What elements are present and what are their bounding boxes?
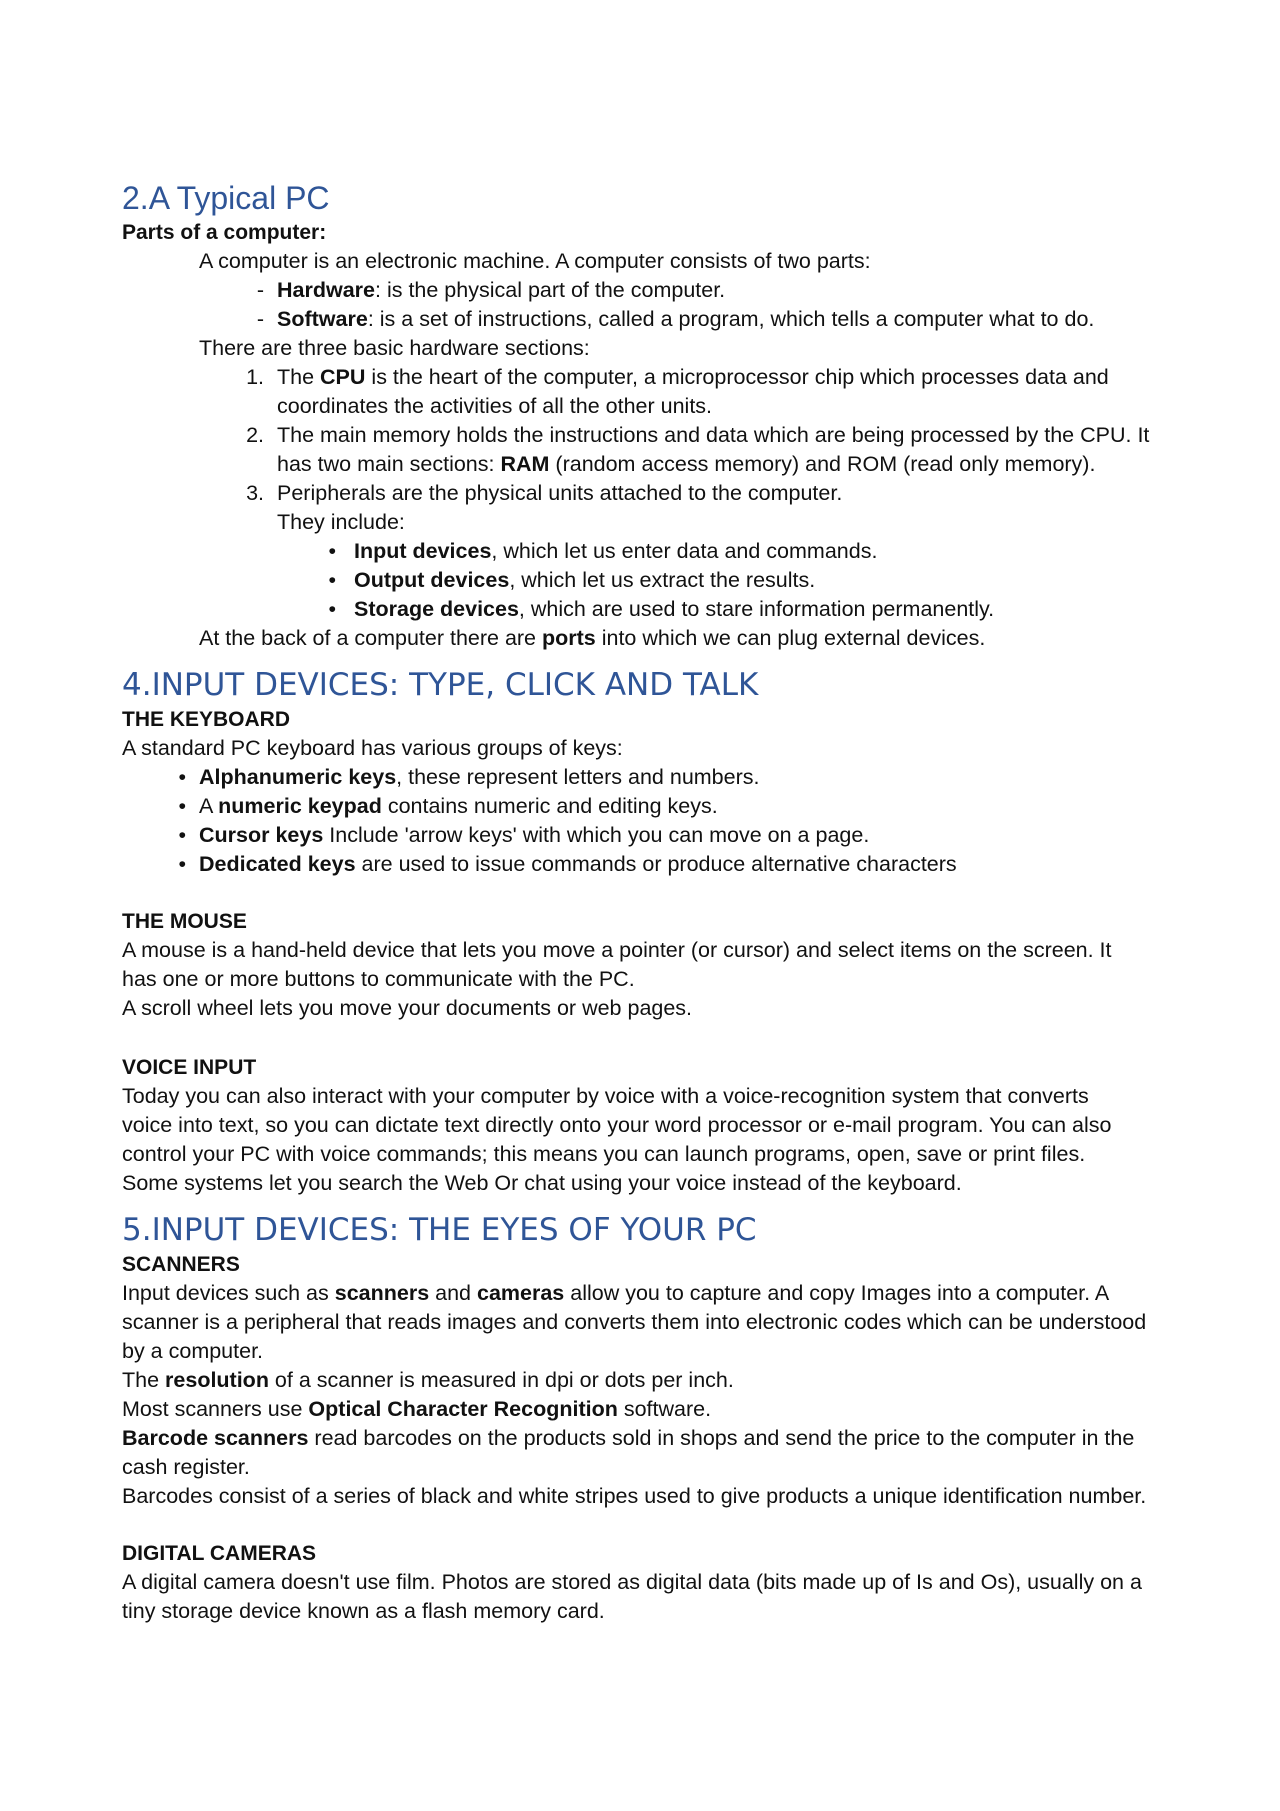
paragraph-barcode-cont: cash register. — [122, 1455, 250, 1479]
paragraph-voice-line: Today you can also interact with your computer by voice with a voice-recognition system that converts — [122, 1084, 1089, 1108]
paragraph-cameras-line: A digital camera doesn't use film. Photos are stored as digital data (bits made up of Is and Os), usually on a — [122, 1570, 1142, 1594]
paragraph-scanners-line: by a computer. — [122, 1339, 264, 1363]
bullet-numeric-keypad: • A numeric keypad contains numeric and editing keys. — [122, 792, 1182, 821]
paragraph-keyboard-intro: A standard PC keyboard has various groups of keys: — [122, 736, 623, 760]
section-title-typical-pc: 2.A Typical PC — [122, 180, 330, 216]
bullet-marker: • — [328, 597, 336, 621]
subheading-keyboard: THE KEYBOARD — [122, 708, 291, 731]
paragraph-barcode: Barcode scanners read barcodes on the products sold in shops and send the price to the computer in the — [122, 1426, 1135, 1450]
term-ports: ports — [542, 626, 596, 650]
bullet-marker: • — [178, 823, 186, 847]
bullet-input-devices: • Input devices, which let us enter data and commands. — [122, 537, 1182, 566]
bullet-storage-devices: • Storage devices, which are used to stare information permanently. — [122, 595, 1182, 624]
subheading-digital-cameras: DIGITAL CAMERAS — [122, 1542, 317, 1565]
numbered-item-memory-cont: has two main sections: RAM (random access memory) and ROM (read only memory). — [277, 452, 1096, 476]
paragraph-ports: At the back of a computer there are ports into which we can plug external devices. — [199, 626, 986, 650]
paragraph-intro: A computer is an electronic machine. A computer consists of two parts: — [199, 249, 871, 273]
paragraph-mouse-line: has one or more buttons to communicate with the PC. — [122, 967, 635, 991]
number-marker: 2. — [246, 423, 264, 447]
bullet-marker: • — [178, 852, 186, 876]
paragraph-voice-line: Some systems let you search the Web Or chat using your voice instead of the keyboard. — [122, 1171, 962, 1195]
numbered-item-peripherals-cont: They include: — [277, 510, 405, 534]
paragraph-scanners-line: Input devices such as scanners and cameras allow you to capture and copy Images into a computer. A — [122, 1281, 1110, 1305]
paragraph-sections-intro: There are three basic hardware sections: — [199, 336, 590, 360]
paragraph-stripes: Barcodes consist of a series of black and white stripes used to give products a unique identification number. — [122, 1484, 1147, 1508]
bullet-output-devices: • Output devices, which let us extract the results. — [122, 566, 1182, 595]
bullet-marker: • — [178, 765, 186, 789]
paragraph-resolution: The resolution of a scanner is measured in dpi or dots per inch. — [122, 1368, 734, 1392]
section-title-input-devices-type: 4.INPUT DEVICES: TYPE, CLICK AND TALK — [122, 667, 759, 703]
numbered-item-cpu-cont: coordinates the activities of all the other units. — [277, 394, 713, 418]
paragraph-voice-line: voice into text, so you can dictate text directly onto your word processor or e-mail program. You can also — [122, 1113, 1112, 1137]
paragraph-mouse-line: A scroll wheel lets you move your documents or web pages. — [122, 996, 693, 1020]
bullet-alphanumeric: • Alphanumeric keys, these represent letters and numbers. — [122, 763, 1182, 792]
bullet-cursor-keys: • Cursor keys Include 'arrow keys' with which you can move on a page. — [122, 821, 1182, 850]
paragraph-mouse-line: A mouse is a hand-held device that lets you move a pointer (or cursor) and select items on the screen. It — [122, 938, 1112, 962]
term-ram: RAM — [500, 452, 550, 476]
term-software: Software — [277, 307, 368, 331]
subheading-mouse: THE MOUSE — [122, 910, 247, 933]
subheading-scanners: SCANNERS — [122, 1253, 240, 1276]
bullet-marker: • — [328, 539, 336, 563]
numbered-item-peripherals: 3. Peripherals are the physical units attached to the computer. — [122, 479, 1182, 508]
bullet-marker: • — [328, 568, 336, 592]
number-marker: 1. — [246, 365, 264, 389]
number-marker: 3. — [246, 481, 264, 505]
subheading-voice: VOICE INPUT — [122, 1056, 257, 1079]
bullet-marker: • — [178, 794, 186, 818]
numbered-item-cpu: 1. The CPU is the heart of the computer, a microprocessor chip which processes data and — [122, 363, 1182, 392]
document-body — [122, 178, 1182, 1626]
list-item-hardware: - Hardware: is the physical part of the computer. — [122, 276, 1182, 305]
paragraph-cameras-line: tiny storage device known as a flash memory card. — [122, 1599, 605, 1623]
dash-marker: - — [256, 278, 264, 302]
paragraph-scanners-line: scanner is a peripheral that reads images and converts them into electronic codes which can be understood — [122, 1310, 1147, 1334]
term-hardware: Hardware — [277, 278, 375, 302]
list-item-software: - Software: is a set of instructions, called a program, which tells a computer what to do. — [122, 305, 1182, 334]
term-cpu: CPU — [320, 365, 366, 389]
paragraph-voice-line: control your PC with voice commands; this means you can launch programs, open, save or print files. — [122, 1142, 1086, 1166]
paragraph-ocr: Most scanners use Optical Character Recognition software. — [122, 1397, 712, 1421]
section-title-input-devices-eyes: 5.INPUT DEVICES: THE EYES OF YOUR PC — [122, 1212, 757, 1248]
numbered-item-memory: 2. The main memory holds the instructions and data which are being processed by the CPU. It — [122, 421, 1182, 450]
bullet-dedicated-keys: • Dedicated keys are used to issue commands or produce alternative characters — [122, 850, 1182, 879]
dash-marker: - — [256, 307, 264, 331]
subheading-parts: Parts of a computer: — [122, 221, 327, 244]
